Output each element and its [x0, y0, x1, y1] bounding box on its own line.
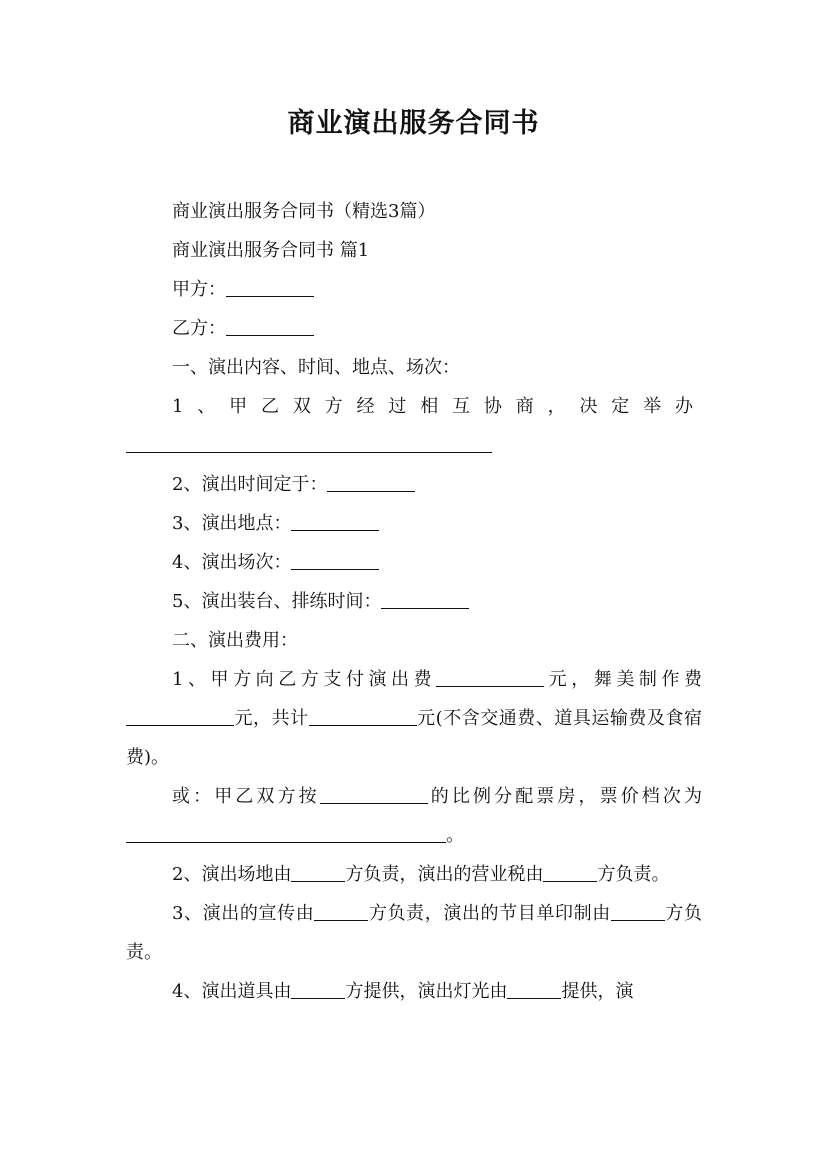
promo-blank — [314, 920, 368, 921]
clause-2-2-text-c: 方负责。 — [597, 864, 670, 885]
time-blank — [327, 491, 415, 492]
clause-2-4-text-b: 方提供，演出灯光由 — [345, 981, 508, 1002]
clause-1-5-text: 5、演出装台、排练时间： — [172, 591, 382, 612]
clause-2-or — [126, 777, 702, 855]
props-blank — [291, 998, 345, 999]
subtitle: 商业演出服务合同书（精选3篇） — [172, 201, 436, 222]
venue-blank — [291, 530, 379, 531]
clause-1-1-text: 1、甲乙双方经过相互协商，决定举办 — [172, 396, 702, 417]
price-blank — [126, 842, 446, 843]
clause-1-2-text: 2、演出时间定于： — [172, 474, 328, 495]
document-title: 商业演出服务合同书 — [287, 108, 540, 139]
party-b-line — [126, 309, 702, 348]
clause-2-2-text-b: 方负责，演出的营业税由 — [345, 864, 544, 885]
clause-2-or-text-c: 。 — [446, 825, 464, 846]
party-a-line — [126, 270, 702, 309]
clause-1-1 — [126, 387, 702, 426]
site-blank — [291, 881, 345, 882]
sessions-blank — [291, 569, 379, 570]
clause-2-1-text-b: 元，舞美制作费 — [544, 669, 703, 690]
heading-1: 一、演出内容、时间、地点、场次： — [172, 357, 460, 378]
party-b-blank — [226, 335, 314, 336]
clause-1-5 — [126, 582, 702, 621]
section-heading: 商业演出服务合同书 篇1 — [172, 240, 370, 261]
heading-2: 二、演出费用： — [172, 630, 298, 651]
clause-2-3-text-c: 方负责。 — [126, 903, 703, 963]
clause-1-3 — [126, 504, 702, 543]
lighting-blank — [507, 998, 561, 999]
clause-1-2 — [126, 465, 702, 504]
clause-2-2-text-a: 2、演出场地由 — [172, 864, 292, 885]
clause-2-2 — [126, 855, 702, 894]
clause-2-or-text-a: 或：甲乙双方按 — [172, 786, 320, 807]
clause-2-1 — [126, 660, 702, 777]
clause-2-1-text-d: 元(不含交通费、道具运输费及食宿费)。 — [126, 708, 703, 768]
clause-2-1-text-a: 1、甲方向乙方支付演出费 — [172, 669, 437, 690]
clause-2-3-text-b: 方负责，演出的节目单印制由 — [368, 903, 611, 924]
setup-blank — [381, 608, 469, 609]
program-blank — [611, 920, 665, 921]
stage-fee-blank — [126, 725, 234, 726]
party-a-label: 甲方： — [172, 279, 226, 300]
total-blank — [309, 725, 417, 726]
clause-1-1-blank-line — [126, 426, 702, 465]
clause-2-1-text-c: 元，共计 — [234, 708, 309, 729]
clause-2-4 — [126, 972, 702, 1011]
party-a-blank — [226, 296, 314, 297]
event-blank — [126, 452, 492, 453]
clause-1-4 — [126, 543, 702, 582]
clause-2-or-text-b: 的比例分配票房，票价档次为 — [427, 786, 703, 807]
clause-2-3 — [126, 894, 702, 972]
clause-2-3-text-a: 3、演出的宣传由 — [172, 903, 315, 924]
document-body — [126, 192, 702, 1011]
tax-blank — [543, 881, 597, 882]
party-b-label: 乙方： — [172, 318, 226, 339]
ratio-blank — [320, 803, 428, 804]
clause-1-4-text: 4、演出场次： — [172, 552, 292, 573]
clause-2-4-text-a: 4、演出道具由 — [172, 981, 292, 1002]
clause-1-3-text: 3、演出地点： — [172, 513, 292, 534]
fee-blank — [436, 686, 544, 687]
clause-2-4-text-c: 提供，演 — [561, 981, 634, 1002]
